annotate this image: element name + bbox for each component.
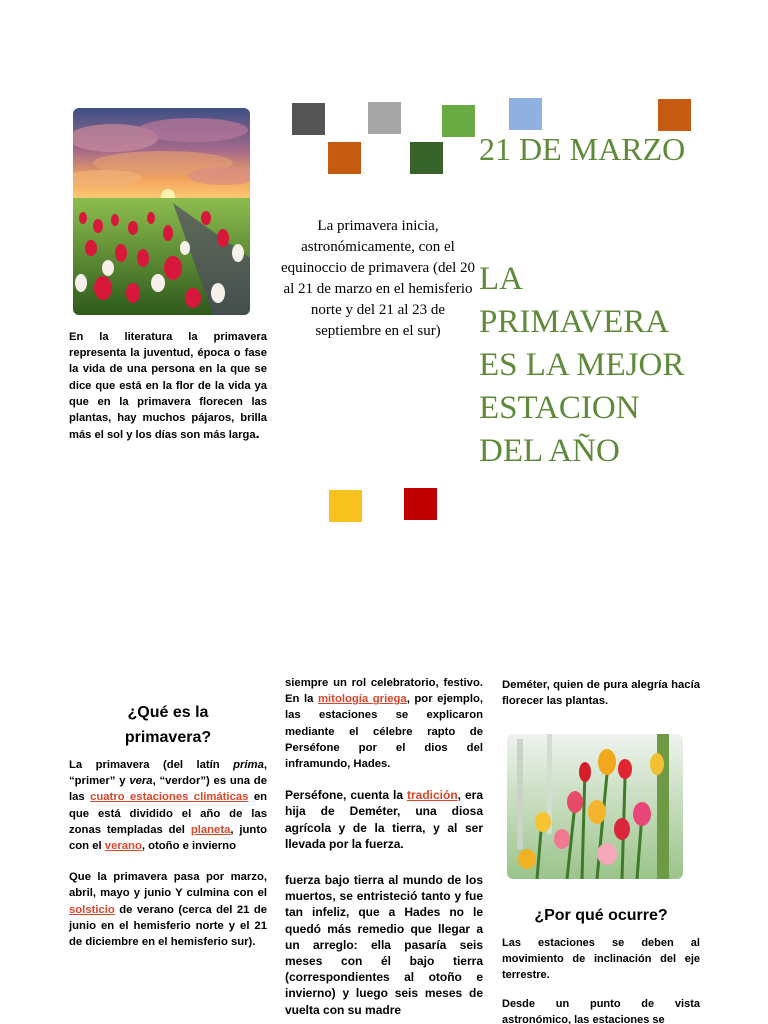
link-cuatro-estaciones[interactable]: cuatro estaciones climáticas <box>90 791 249 804</box>
tulips-garden-photo <box>507 734 683 879</box>
decor-square-orange-right <box>658 99 691 131</box>
headline <box>479 258 739 473</box>
hades-paragraph: fuerza bajo tierra al mundo de los muertos, se entristeció tanto y fue tan infeliz, que a Hades no le quedó más remedio que llegar a un arreglo: ella pasaría seis meses con él bajo tierra (correspondientes al otoño e invierno) y luego seis meses de vuelta con su madre <box>285 873 483 1017</box>
literature-paragraph: En la literatura la primavera representa la juventud, época o fase la vida de una persona en la que se dice que está en la flor de la vida ya que en la primavera florecen las plantas, hay muchos pájaros, brilla más el sol y los días son más larga. <box>69 331 267 443</box>
why-heading: ¿Por qué ocurre? <box>534 907 668 924</box>
link-mitologia-griega[interactable]: mitología griega <box>318 693 407 706</box>
link-planeta[interactable]: planeta <box>190 823 231 836</box>
decor-square-dark-green <box>410 142 443 174</box>
demeter-paragraph: Deméter, quien de pura alegría hacía florecer las plantas. <box>502 679 700 708</box>
decor-square-gray-light <box>368 102 401 134</box>
column-2-text <box>285 675 483 1024</box>
decor-square-yellow <box>329 490 362 522</box>
link-solsticio[interactable]: solsticio <box>69 903 115 916</box>
axis-paragraph: Las estaciones se deben al movimiento de inclinación del eje terrestre. <box>502 937 700 982</box>
persephone-paragraph: Perséfone, cuenta la tradición, era hija de Deméter, una diosa agrícola y de la tierra, y al ser llevada por la fuerza. <box>285 788 484 851</box>
tulip-field-sunset-photo <box>73 108 250 315</box>
headline-line: ESTACION <box>479 390 640 426</box>
link-tradicion[interactable]: tradición <box>407 788 458 803</box>
link-verano[interactable]: verano <box>104 840 142 853</box>
headline-line: LA <box>479 261 523 297</box>
column-3-text <box>502 935 700 1024</box>
column-1-text <box>69 757 267 965</box>
mythology-paragraph: siempre un rol celebratorio, festivo. En la mitología griega, por ejemplo, las estaciones se explicaron mediante el célebre rapto de Perséfone por el dios del inframundo, Hades. <box>285 677 483 771</box>
what-is-spring-heading: ¿Qué es la primavera? <box>124 704 212 746</box>
decor-square-red <box>404 488 437 520</box>
date-title: 21 DE MARZO <box>479 131 686 167</box>
headline-line: PRIMAVERA <box>479 304 670 340</box>
astronomy-paragraph: Desde un punto de vista astronómico, las estaciones se <box>502 997 700 1024</box>
decor-square-green <box>442 105 475 137</box>
decor-square-orange <box>328 142 361 174</box>
decor-square-blue <box>509 98 542 130</box>
duration-paragraph: Que la primavera pasa por marzo, abril, mayo y junio Y culmina con el solsticio de verano (cerca del 21 de junio en el hemisferio norte y el 21 de diciembre en el hemisferio sur). <box>69 871 267 949</box>
definition-paragraph: La primavera (del latín prima, “primer” y vera, “verdor”) es una de las cuatro estaciones climáticas en que está dividido el año de las zonas templadas del planeta, junto con el verano, otoño e invierno <box>69 759 268 853</box>
equinox-paragraph: La primavera inicia, astronómicamente, con el equinoccio de primavera (del 20 al 21 de marzo en el hemisferio norte y del 21 al 23 de septiembre en el sur) <box>280 218 476 339</box>
decor-square-gray-dark <box>292 103 325 135</box>
headline-line: DEL AÑO <box>479 433 620 469</box>
headline-line: ES LA MEJOR <box>479 347 685 383</box>
